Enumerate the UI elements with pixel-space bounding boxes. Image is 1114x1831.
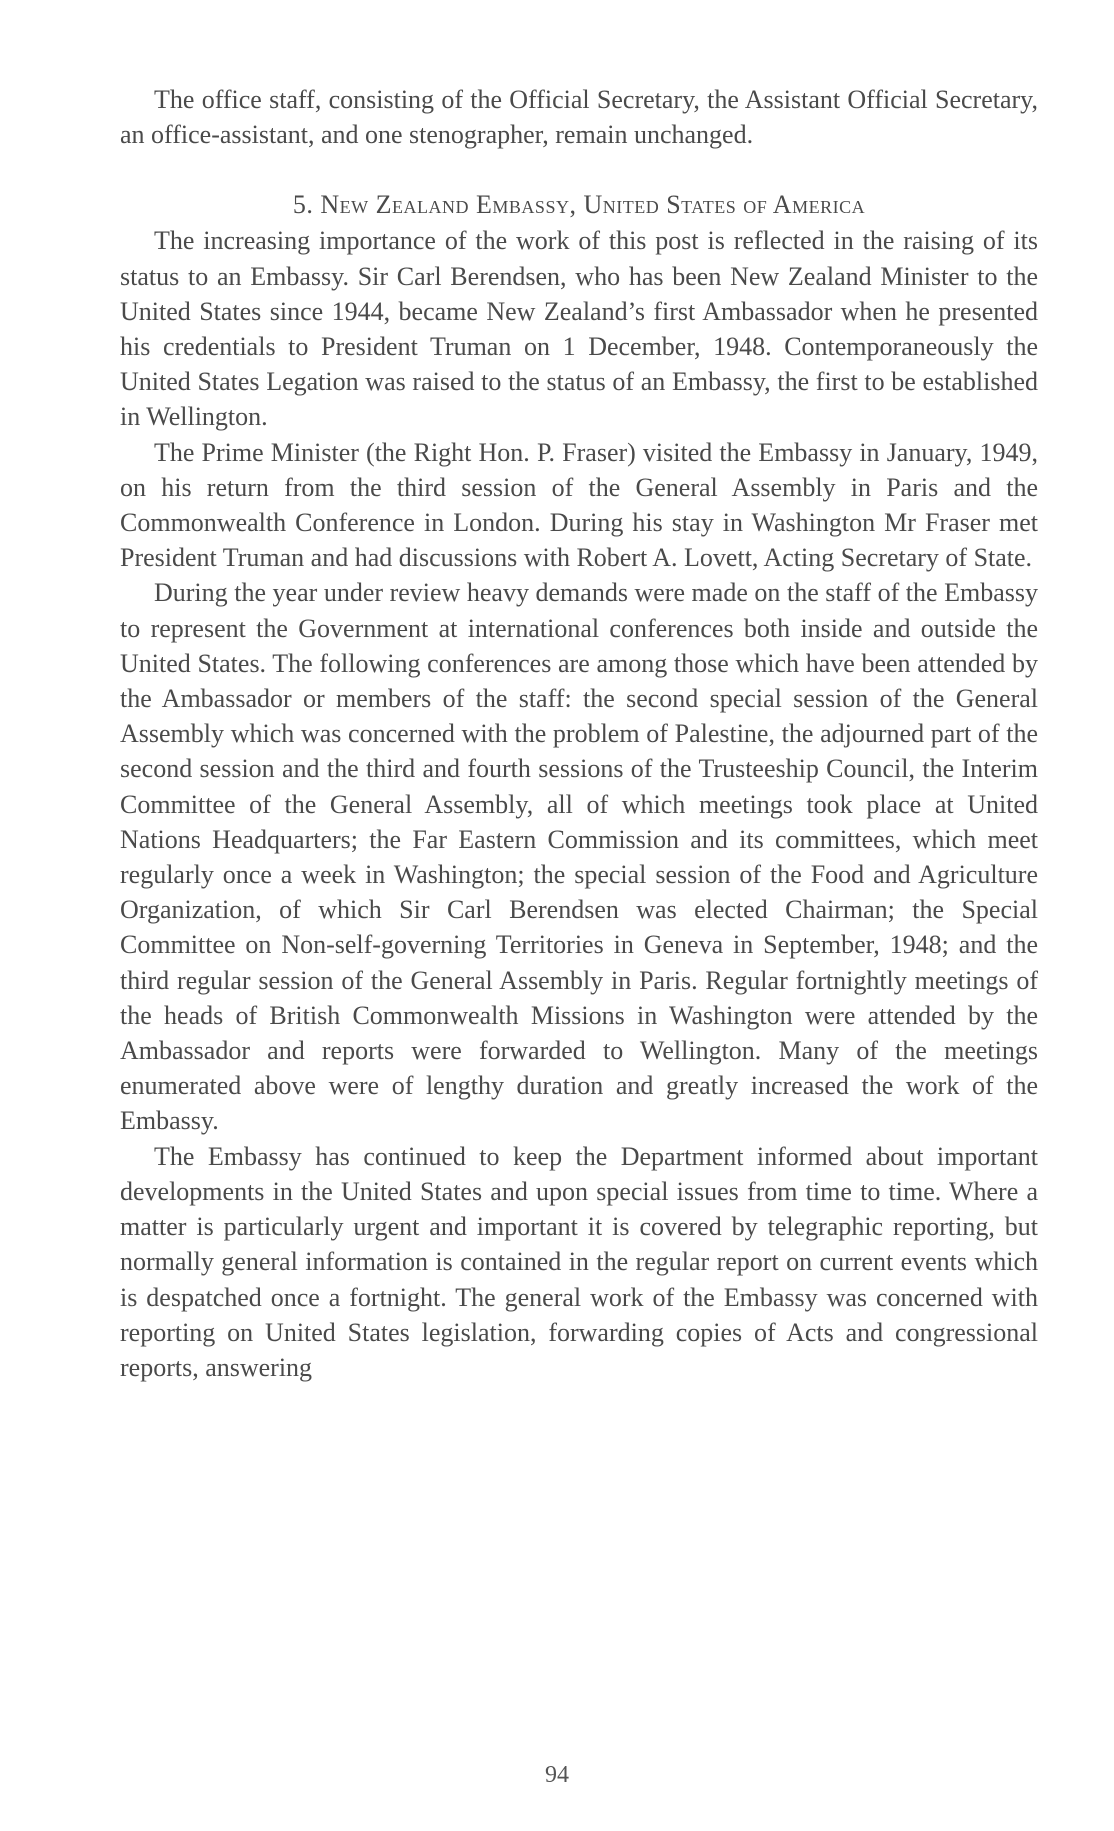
- body-paragraph: During the year under review heavy demands were made on the staff of the Embassy to represent the Government at international conferences both inside and outside the United States. The following conferences are among those which have been attended by the Ambassador or members of the staff: the second special session of the General Assembly which was concerned with the problem of Palestine, the adjourned part of the second session and the third and fourth sessions of the Trusteeship Council, the Interim Committee of the General Assembly, all of which meetings took place at United Nations Headquarters; the Far Eastern Commission and its committees, which meet regularly once a week in Washington; the special session of the Food and Agriculture Organization, of which Sir Carl Berendsen was elected Chairman; the Special Committee on Non-self-governing Territories in Geneva in September, 1948; and the third regular session of the General Assembly in Paris. Regular fortnightly meetings of the heads of British Commonwealth Missions in Washington were attended by the Ambassador and reports were forwarded to Wellington. Many of the meetings enumerated above were of lengthy duration and greatly increased the work of the Embassy.: [120, 578, 1038, 1136]
- body-paragraph: The increasing importance of the work of this post is reflected in the raising of its status to an Embassy. Sir Carl Berendsen, who has been New Zealand Minister to the United States since 1944, became New Zealand’s first Ambassador when he presented his credentials to President Truman on 1 December, 1948. Contemporaneously the United States Legation was raised to the status of an Embassy, the first to be established in Wellington.: [120, 226, 1038, 432]
- document-page: [120, 82, 1038, 1385]
- page-number: 94: [545, 1762, 569, 1788]
- intro-paragraph: The office staff, consisting of the Official Secretary, the Assistant Official Secretary, an office-assistant, and one stenographer, remain unchanged.: [120, 85, 1038, 150]
- body-paragraph: The Embassy has continued to keep the Department informed about important developments in the United States and upon special issues from time to time. Where a matter is particularly urgent and important it is covered by telegraphic reporting, but normally general information is contained in the regular report on current events which is despatched once a fortnight. The general work of the Embassy was concerned with reporting on United States legislation, forwarding copies of Acts and congressional reports, answering: [120, 1141, 1038, 1382]
- body-paragraph: The Prime Minister (the Right Hon. P. Fraser) visited the Embassy in January, 1949, on his return from the third session of the General Assembly in Paris and the Commonwealth Conference in London. During his stay in Washington Mr Fraser met President Truman and had discussions with Robert A. Lovett, Acting Secretary of State.: [120, 437, 1038, 573]
- section-heading: 5. New Zealand Embassy, United States of America: [292, 190, 866, 220]
